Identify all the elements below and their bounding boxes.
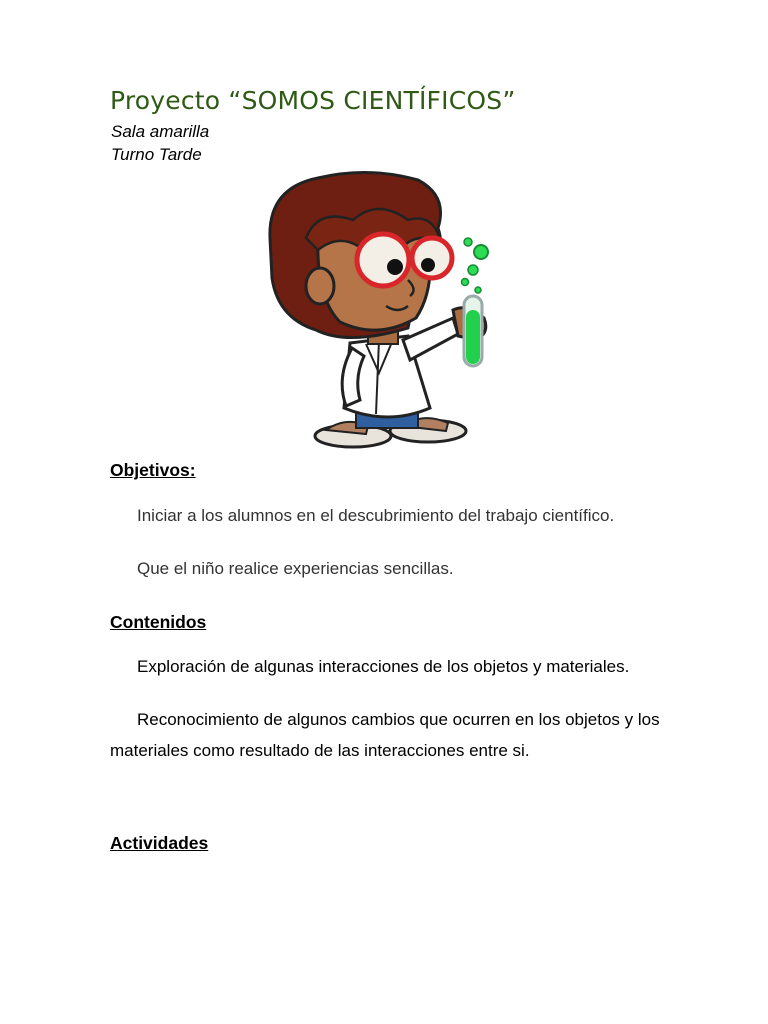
contenido-item-1: Exploración de algunas interacciones de los objetos y materiales. <box>137 657 630 676</box>
scientist-illustration <box>258 168 498 458</box>
subtitle-sala: Sala amarilla <box>111 122 210 141</box>
contenido-item-2: Reconocimiento de algunos cambios que ocurren en los objetos y los materiales como resultado de las interacciones entre si. <box>110 710 660 760</box>
objetivo-item-2: Que el niño realice experiencias sencillas. <box>137 559 454 578</box>
objetivo-item-1: Iniciar a los alumnos en el descubrimiento del trabajo científico. <box>137 506 615 525</box>
page-title: Proyecto “SOMOS CIENTÍFICOS” <box>110 86 516 115</box>
heading-actividades: Actividades <box>110 833 209 853</box>
heading-objetivos: Objetivos: <box>110 460 196 480</box>
heading-contenidos: Contenidos <box>110 612 207 632</box>
subtitle-turno: Turno Tarde <box>111 145 202 164</box>
